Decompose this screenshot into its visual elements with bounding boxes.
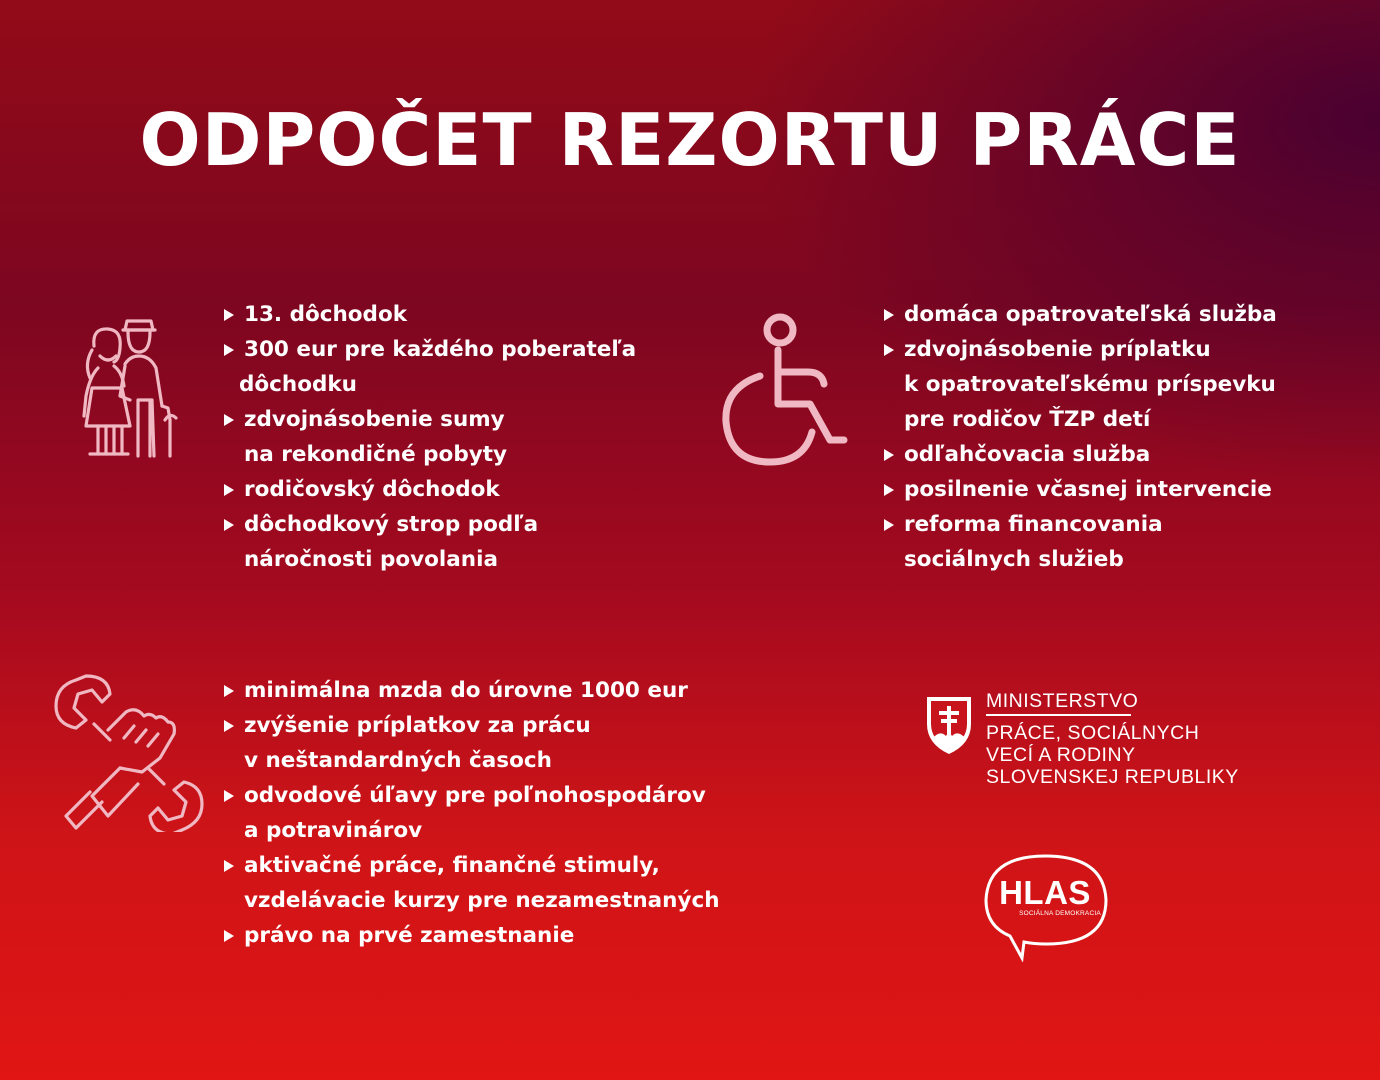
wrench-hand-icon xyxy=(50,672,210,832)
ministry-subtitle: PRÁCE, SOCIÁLNYCH VECÍ A RODINY SLOVENSKEJ REPUBLIKY xyxy=(986,722,1239,788)
wheelchair-icon xyxy=(718,312,856,467)
list-item: posilnenie včasnej intervencie xyxy=(884,472,1364,507)
hlas-wordmark: HLAS xyxy=(999,874,1091,911)
list-item: aktivačné práce, finančné stimuly, vzdelávacie kurzy pre nezamestnaných xyxy=(224,848,784,918)
hlas-logo xyxy=(982,852,1112,962)
slovak-coat-of-arms-icon xyxy=(924,694,974,756)
list-item: rodičovský dôchodok xyxy=(224,472,694,507)
seniors-benefits-list xyxy=(224,297,694,577)
elderly-couple-icon xyxy=(70,316,185,461)
list-item: dôchodkový strop podľa náročnosti povolania xyxy=(224,507,694,577)
list-item: domáca opatrovateľská služba xyxy=(884,297,1364,332)
hlas-subtitle: SOCIÁLNA DEMOKRACIA xyxy=(1019,910,1101,917)
list-item: právo na prvé zamestnanie xyxy=(224,918,784,953)
list-item: minimálna mzda do úrovne 1000 eur xyxy=(224,673,784,708)
list-item: 300 eur pre každého poberateľa dôchodku xyxy=(224,332,694,402)
ministry-divider xyxy=(986,714,1131,716)
work-benefits-list xyxy=(224,673,784,953)
list-item: zdvojnásobenie sumy na rekondičné pobyty xyxy=(224,402,694,472)
list-item: reforma financovania sociálnych služieb xyxy=(884,507,1364,577)
list-item: zdvojnásobenie príplatku k opatrovateľskému príspevku pre rodičov ŤZP detí xyxy=(884,332,1364,437)
list-item: odľahčovacia služba xyxy=(884,437,1364,472)
ministry-name: MINISTERSTVO xyxy=(986,690,1139,712)
list-item: zvýšenie príplatkov za prácu v neštandardných časoch xyxy=(224,708,784,778)
disability-benefits-list xyxy=(884,297,1364,577)
page-title: ODPOČET REZORTU PRÁCE xyxy=(139,98,1241,182)
list-item: odvodové úľavy pre poľnohospodárov a potravinárov xyxy=(224,778,784,848)
list-item: 13. dôchodok xyxy=(224,297,694,332)
